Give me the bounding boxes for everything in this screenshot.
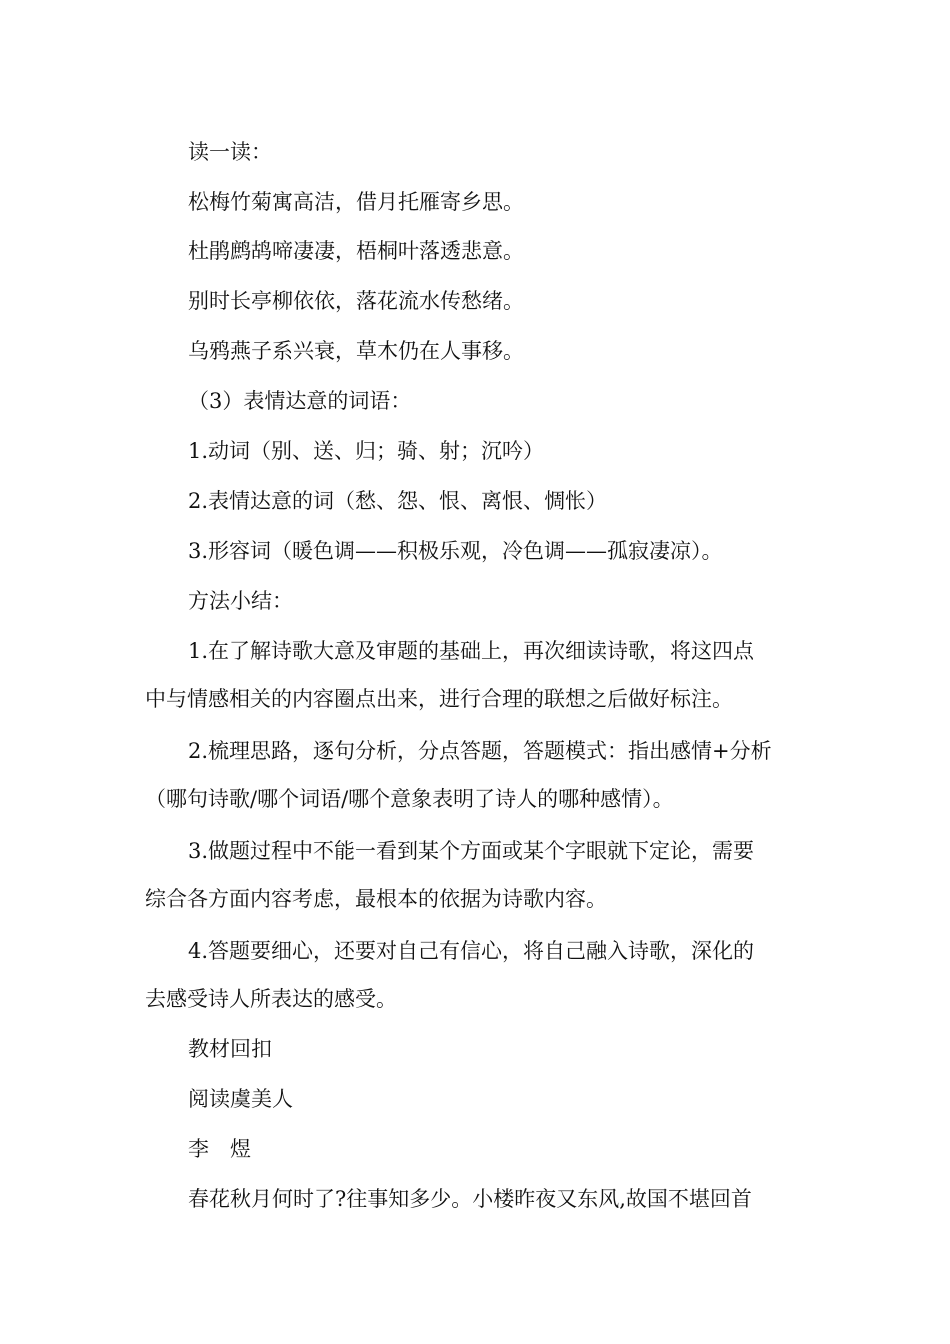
text-line: 松梅竹菊寓高洁，借月托雁寄乡思。 <box>188 190 524 214</box>
text-line: 去感受诗人所表达的感受。 <box>145 987 397 1011</box>
text-line: 3.做题过程中不能一看到某个方面或某个字眼就下定论，需要 <box>188 839 755 863</box>
text-line: 2.表情达意的词（愁、怨、恨、离恨、惆怅） <box>188 489 608 513</box>
text-line: （3）表情达意的词语： <box>188 389 412 413</box>
text-line: 别时长亭柳依依，落花流水传愁绪。 <box>188 289 524 313</box>
text-line: 1.动词（别、送、归；骑、射；沉吟） <box>188 439 545 463</box>
text-line: 李 煜 <box>188 1137 251 1161</box>
text-line: 杜鹃鹧鸪啼凄凄，梧桐叶落透悲意。 <box>188 239 524 263</box>
text-line: 3.形容词（暖色调——积极乐观，冷色调——孤寂凄凉）。 <box>188 539 723 563</box>
text-line: 4.答题要细心，还要对自己有信心，将自己融入诗歌，深化的 <box>188 939 755 963</box>
text-line: 中与情感相关的内容圈点出来，进行合理的联想之后做好标注。 <box>145 687 733 711</box>
text-line: 乌鸦燕子系兴衰，草木仍在人事移。 <box>188 339 524 363</box>
text-line: 春花秋月何时了?往事知多少。小楼昨夜又东风,故国不堪回首 <box>188 1187 752 1211</box>
text-line: 读一读： <box>188 140 272 164</box>
text-line: （哪句诗歌/哪个词语/哪个意象表明了诗人的哪种感情）。 <box>145 787 674 811</box>
text-line: 方法小结： <box>188 589 293 613</box>
text-line: 阅读虞美人 <box>188 1087 293 1111</box>
text-line: 2.梳理思路，逐句分析，分点答题，答题模式：指出感情+分析 <box>188 739 772 763</box>
text-line: 教材回扣 <box>188 1037 272 1061</box>
text-line: 综合各方面内容考虑，最根本的依据为诗歌内容。 <box>145 887 607 911</box>
text-line: 1.在了解诗歌大意及审题的基础上，再次细读诗歌，将这四点 <box>188 639 755 663</box>
